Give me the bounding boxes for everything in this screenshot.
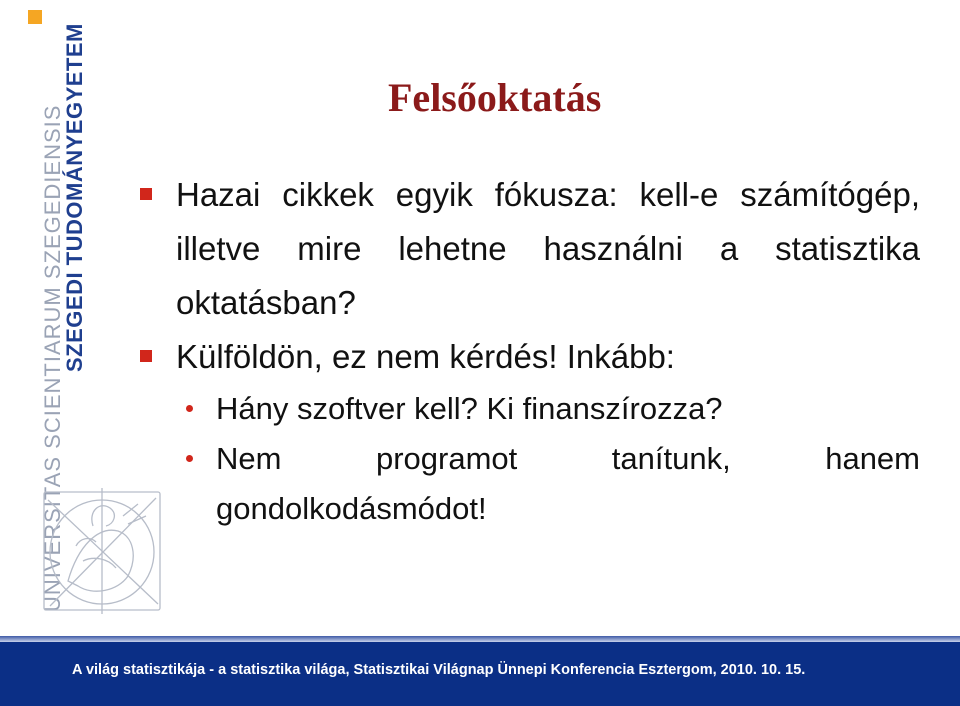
dot-bullet-icon: [186, 405, 193, 412]
brand-accent-square: [28, 10, 42, 24]
square-bullet-icon: [140, 350, 152, 362]
footer-text: A világ statisztikája - a statisztika világa, Statisztikai Világnap Ünnepi Konferencia Esztergom, 2010. 10. 15.: [72, 662, 806, 678]
bullet-item: [140, 330, 920, 384]
subbullet-text: Nem programot tanítunk, hanem gondolkodásmódot!: [216, 441, 920, 526]
square-bullet-icon: [140, 188, 152, 200]
slide-content: [140, 168, 920, 534]
dot-bullet-icon: [186, 455, 193, 462]
subbullet-text: Hány szoftver kell? Ki finanszírozza?: [216, 391, 723, 426]
bullet-item: [140, 168, 920, 330]
bullet-text: Hazai cikkek egyik fókusza: kell-e számítógép, illetve mire lehetne használni a statisztika oktatásban?: [176, 176, 920, 321]
footer-bar: [0, 642, 960, 706]
subbullet-item: [140, 434, 920, 534]
subbullet-item: [140, 384, 920, 434]
university-name: SZEGEDI TUDOMÁNYEGYETEM: [62, 23, 87, 372]
slide-title: Felsőoktatás: [388, 75, 602, 120]
university-latin-name: UNIVERSITAS SCIENTIARUM SZEGEDIENSIS: [40, 104, 65, 612]
bullet-text: Külföldön, ez nem kérdés! Inkább:: [176, 338, 675, 375]
